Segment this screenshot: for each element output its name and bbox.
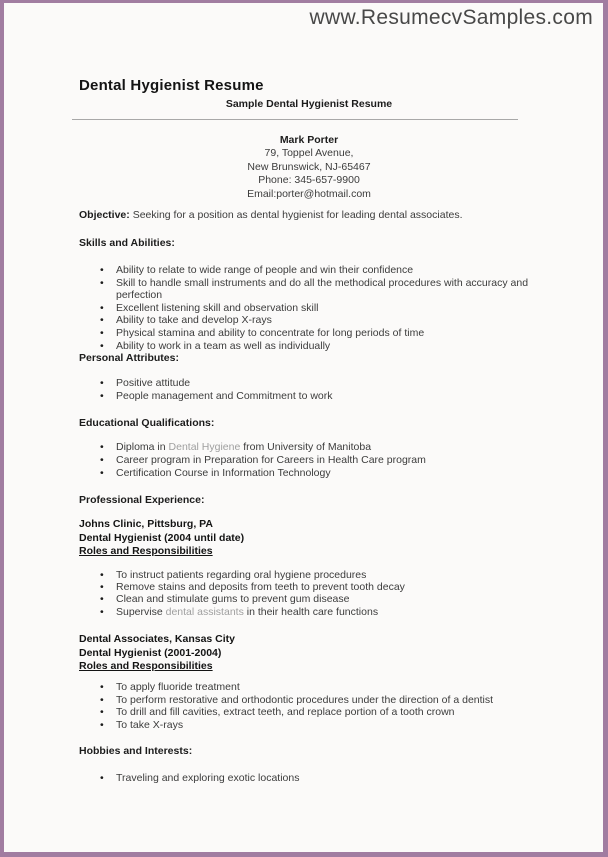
objective-text: Seeking for a position as dental hygienist for leading dental associates. (129, 209, 463, 221)
bullet-text: Traveling and exploring exotic locations (116, 772, 300, 784)
list-item (79, 340, 571, 353)
roles-responsibilities-label: Roles and Responsibilities (79, 545, 213, 557)
email-line: Email:porter@hotmail.com (247, 187, 371, 200)
bullet-text: Remove stains and deposits from teeth to prevent tooth decay (116, 581, 405, 594)
job-company: Dental Associates, Kansas City (79, 633, 236, 645)
bullet-text: Excellent listening skill and observation skill (116, 301, 319, 314)
bullet-text: People management and Commitment to work (116, 389, 333, 402)
bullet-text: To perform restorative and orthodontic procedures under the direction of a dentist (116, 693, 494, 706)
dental-hygiene-link[interactable]: Dental Hygiene (168, 441, 241, 453)
job-role: Dental Hygienist (2001-2004) (79, 646, 222, 659)
list-item (79, 681, 571, 694)
address-line: New Brunswick, NJ-65467 (247, 160, 371, 173)
dental-assistants-link[interactable]: dental assistants (165, 605, 244, 618)
list-item (79, 593, 571, 605)
personal-attributes-heading: Personal Attributes: (79, 352, 179, 364)
bullet-text: Supervise (116, 605, 166, 618)
list-item (79, 302, 571, 315)
bullet-text: Physical stamina and ability to concentrate for long periods of time (116, 326, 425, 339)
list-item (79, 327, 571, 340)
job-block (79, 633, 235, 674)
horizontal-divider (72, 119, 518, 120)
list-item (79, 264, 571, 277)
list-item (79, 454, 571, 467)
list-item (79, 314, 571, 327)
page-title: Dental Hygienist Resume (79, 77, 264, 94)
bullet-text: Certification Course in Information Technology (116, 467, 331, 480)
candidate-name: Mark Porter (279, 134, 339, 146)
page-subtitle: Sample Dental Hygienist Resume (225, 98, 393, 110)
roles-responsibilities-label: Roles and Responsibilities (79, 660, 213, 672)
objective-line (79, 209, 564, 221)
bullet-text: from University of Manitoba (240, 441, 372, 453)
list-item (79, 569, 571, 581)
skills-section-heading: Skills and Abilities: (79, 237, 175, 249)
list-item (79, 581, 571, 593)
job-role: Dental Hygienist (2004 until date) (79, 531, 245, 544)
hobbies-section-heading: Hobbies and Interests: (79, 745, 193, 757)
list-item (79, 390, 571, 403)
list-item (79, 441, 571, 454)
bullet-text: Ability to work in a team as well as individually (116, 339, 331, 352)
list-item (79, 694, 571, 707)
job-responsibilities-list (79, 569, 571, 618)
bullet-text: To apply fluoride treatment (116, 681, 240, 693)
list-item (79, 467, 571, 480)
personal-attributes-list (79, 377, 571, 402)
bullet-text: Diploma in (116, 441, 169, 453)
bullet-text: Ability to take and develop X-rays (116, 314, 272, 327)
list-item (79, 377, 571, 390)
bullet-text: Positive attitude (116, 377, 191, 389)
bullet-text: in their health care functions (243, 605, 379, 618)
bullet-text: Clean and stimulate gums to prevent gum disease (116, 593, 350, 606)
job-company: Johns Clinic, Pittsburg, PA (79, 518, 213, 530)
bullet-text: Ability to relate to wide range of people and win their confidence (116, 264, 414, 276)
objective-label: Objective: (79, 209, 130, 221)
list-item (79, 277, 571, 302)
job-block (79, 518, 244, 559)
education-section-heading: Educational Qualifications: (79, 417, 215, 429)
bullet-text: Skill to handle small instruments and do all the methodical procedures with accuracy and perfection (116, 276, 529, 302)
skills-list (79, 264, 571, 352)
education-list (79, 441, 571, 481)
bullet-text: To take X-rays (116, 718, 184, 731)
list-item (79, 772, 571, 785)
contact-block (77, 134, 541, 201)
list-item (79, 606, 571, 618)
list-item (79, 706, 571, 719)
phone-line: Phone: 345-657-9900 (258, 174, 360, 187)
bullet-text: Career program in Preparation for Careers in Health Care program (116, 454, 426, 467)
experience-section-heading: Professional Experience: (79, 494, 205, 506)
bullet-text: To instruct patients regarding oral hygiene procedures (116, 569, 367, 581)
address-line: 79, Toppel Avenue, (264, 147, 354, 160)
site-watermark: www.ResumecvSamples.com (309, 6, 593, 29)
list-item (79, 719, 571, 732)
hobbies-list (79, 772, 571, 785)
job-responsibilities-list (79, 681, 571, 731)
bullet-text: To drill and fill cavities, extract teeth, and replace portion of a tooth crown (116, 706, 455, 719)
